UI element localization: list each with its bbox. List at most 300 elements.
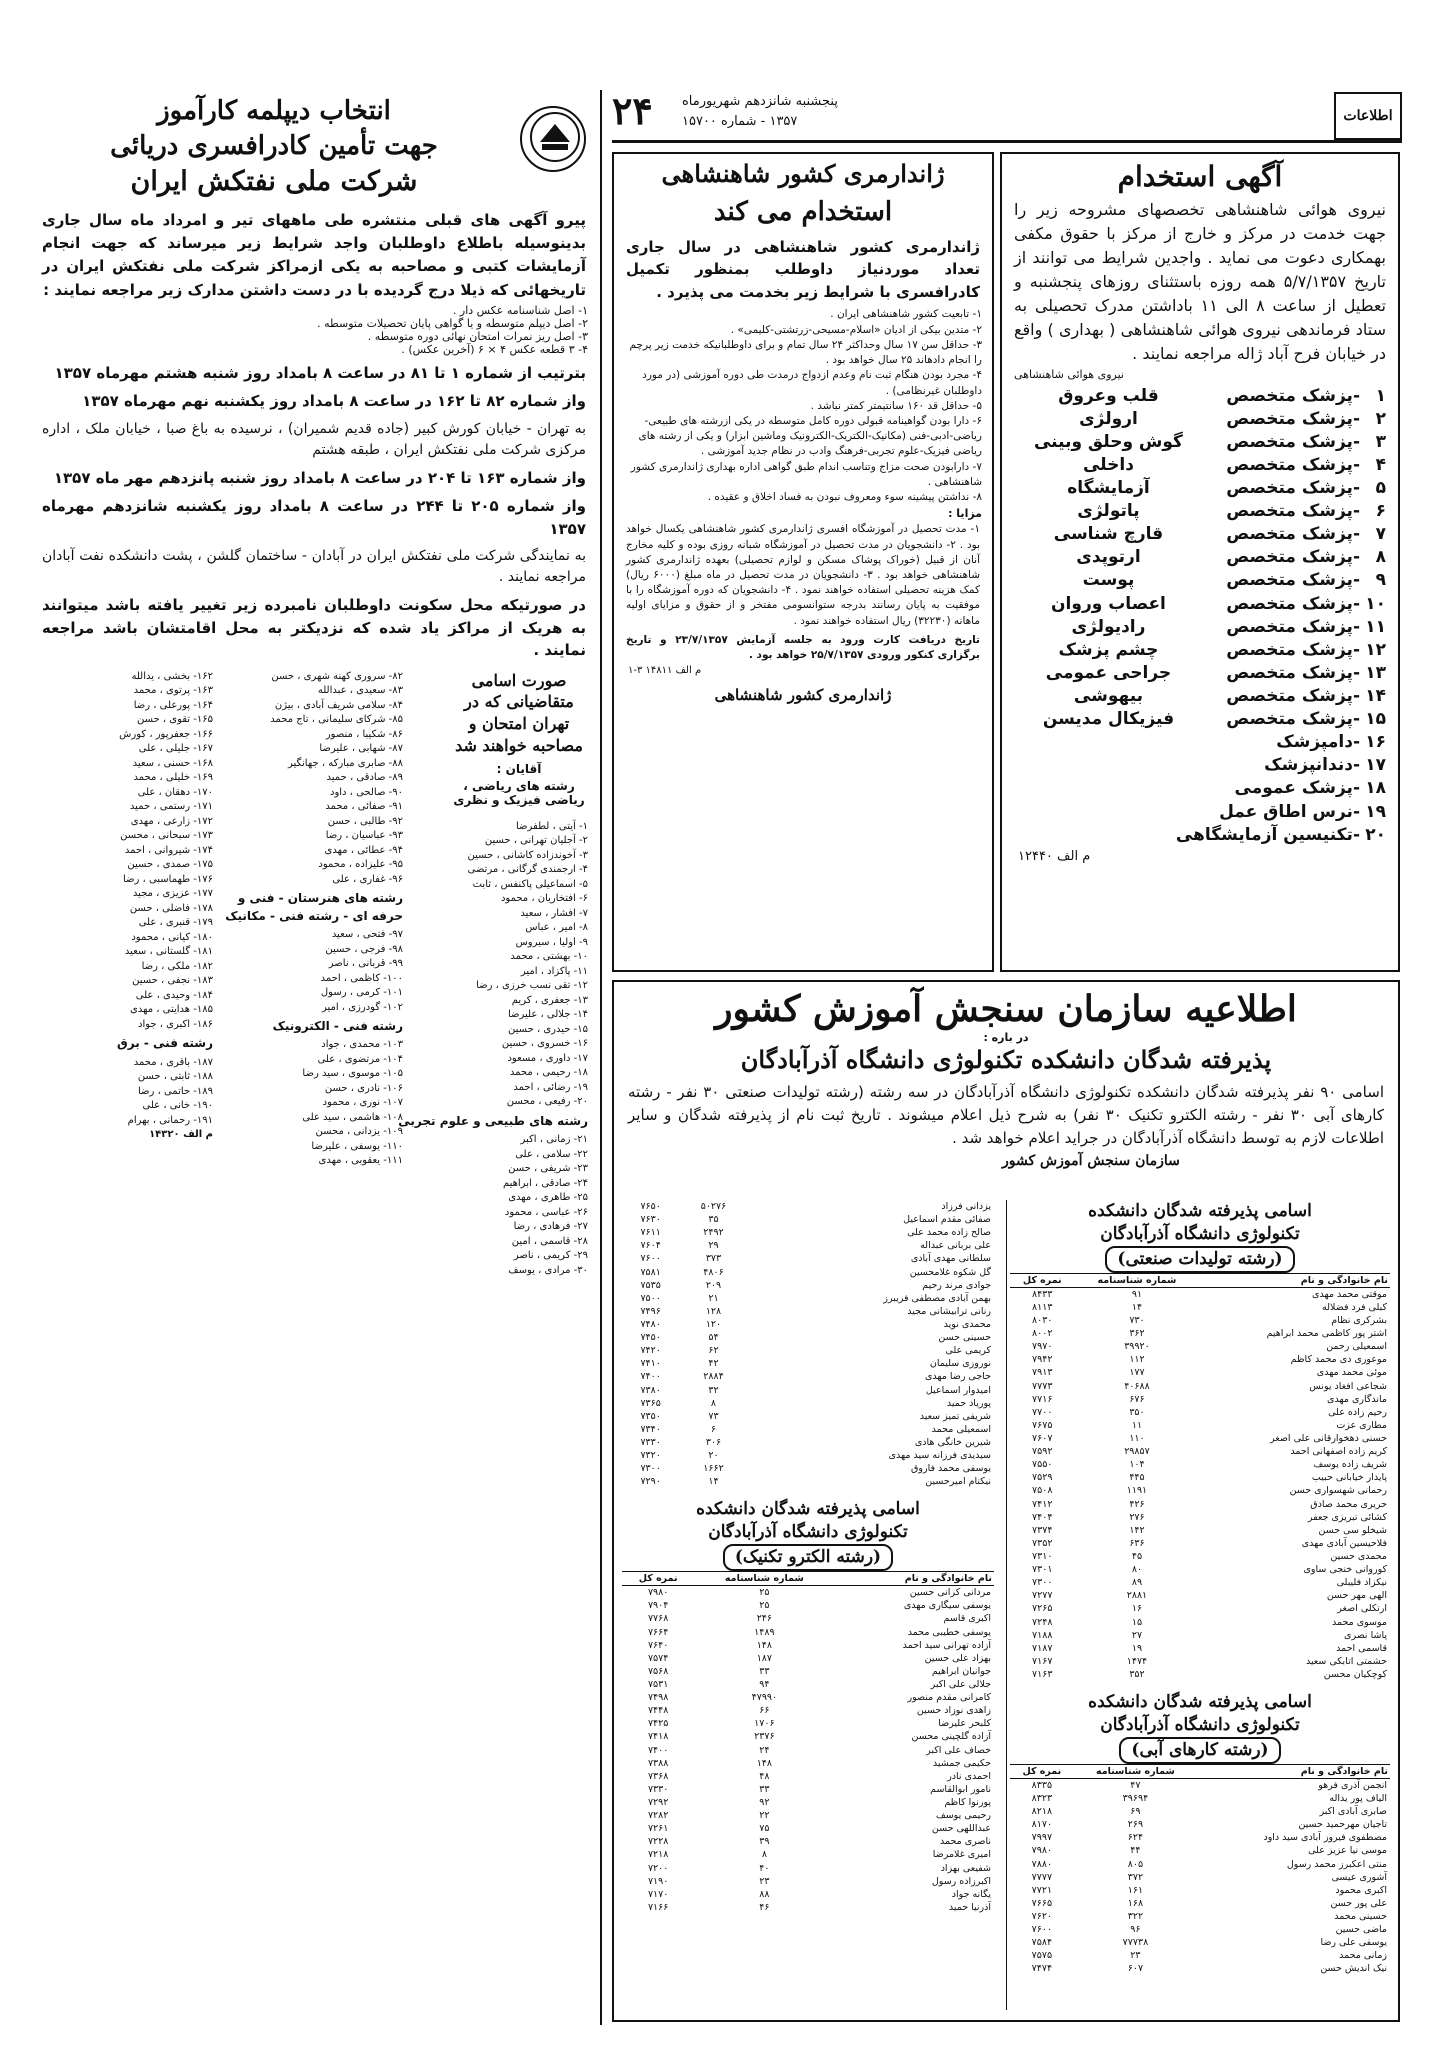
- cell-id: ۱۴۸۹: [754, 1626, 775, 1638]
- cell-name: یوسفی سیگاری مهدی: [903, 1600, 991, 1612]
- table-electro: [622, 1571, 994, 1914]
- table-row: [622, 1370, 994, 1383]
- cell-id: ۴۴: [1130, 1845, 1141, 1857]
- cell-id: ۱۰۴: [1129, 1459, 1145, 1471]
- table-row: [622, 1783, 994, 1796]
- list-item: ۱۲ - پزشک متخصص چشم پزشک: [1058, 639, 1386, 660]
- table-row: [1010, 1858, 1390, 1871]
- table-row: [622, 1423, 994, 1436]
- cell-name: امیری غلامرضا: [932, 1849, 991, 1861]
- cell-id: ۱۱: [1131, 1419, 1143, 1431]
- sanjesh-notice: [612, 980, 1400, 2022]
- cell-name: حسینی حسن: [938, 1332, 991, 1344]
- cell-id: ۶۹: [1130, 1806, 1141, 1818]
- table-row: [1010, 1301, 1390, 1314]
- list-item: ۵- اسماعیلی پاکنفس ، ثابت: [472, 878, 588, 890]
- list-item: ۱۷۳- سبحانی ، محسن: [120, 830, 213, 842]
- cell-name: حاجی رضا مهدی: [924, 1371, 991, 1383]
- cell-score: ۷۳۲۰: [640, 1450, 661, 1462]
- table-row: [1010, 1327, 1390, 1340]
- table-row: [1010, 1576, 1390, 1589]
- list-item: ۹۹- قربانی ، ناصر: [328, 958, 403, 970]
- table-row: [622, 1822, 994, 1835]
- table-row: [622, 1678, 994, 1691]
- nioc-names-list-b: [217, 670, 409, 1169]
- section-technical: رشته های هنرستان - فنی و حرفه ای - رشته فنی - مکانیک: [225, 891, 403, 923]
- cell-name: موعوری دی محمد کاظم: [1290, 1354, 1387, 1366]
- cell-name: کریمی علی: [945, 1345, 991, 1357]
- cell-score: ۷۷۷۷: [1031, 1871, 1053, 1883]
- cell-score: ۷۵۳۵: [640, 1279, 661, 1291]
- list-item: ۹۰- صالحی ، داود: [329, 786, 403, 798]
- air-force-title: آگهی استخدام: [1117, 160, 1283, 193]
- gendarmerie-benefits-title: مزایا :: [948, 507, 982, 521]
- cell-id: ۲۴: [759, 1744, 770, 1756]
- nioc-names-title: صورت اسامی متقاضیانی که در تهران امتحان و مصاحبه خواهند شد آقایان : رشته های ریاضی ، ریاضی فیزیک و نظری: [444, 670, 594, 810]
- list-item: ۱۶۹- خلیلی ، محمد: [133, 772, 213, 784]
- cell-score: ۷۵۷۵: [1031, 1950, 1053, 1962]
- table-row: [622, 1665, 994, 1678]
- cell-score: ۸۰۳۰: [1032, 1315, 1053, 1327]
- cell-id: ۲۰۹: [705, 1279, 722, 1291]
- cell-id: ۱۱۰: [1129, 1433, 1145, 1445]
- list-item: ۱۶ - دامپزشک: [1276, 732, 1386, 753]
- cell-id: ۱۷۰۶: [754, 1718, 775, 1730]
- list-item: ۸۳- سعیدی ، عبدالله: [317, 685, 403, 697]
- cell-name: ارتکلی اصغر: [1337, 1603, 1387, 1615]
- table-row: [622, 1888, 994, 1901]
- cell-id: ۶۶: [759, 1705, 770, 1717]
- cell-name: منتی اعکبرز محمد رسول: [1286, 1858, 1387, 1870]
- list-item: ۸۹- صادقی ، حمید: [326, 772, 403, 784]
- list-item: ۸ - پزشک متخصص ارتوپدی: [1076, 547, 1386, 568]
- list-item: ۹۷- فتحی ، سعید: [331, 929, 403, 941]
- cell-id: ۲۲: [759, 1810, 770, 1822]
- cell-score: ۸۳۲۳: [1031, 1793, 1053, 1805]
- cell-name: کریم زاده اصفهانی احمد: [1290, 1446, 1387, 1458]
- list-item: ۴- ارجمندی گرگانی ، مرتضی: [467, 864, 588, 876]
- cell-score: ۷۲۱۸: [647, 1849, 669, 1861]
- cell-name: نیکزاد فلیبلی: [1336, 1577, 1387, 1589]
- cell-score: ۸۲۱۸: [1031, 1806, 1053, 1818]
- cell-name: کبلی فرد فضلاله: [1322, 1301, 1387, 1313]
- cell-score: ۷۶۶۴: [647, 1626, 669, 1638]
- cell-score: ۷۴۵۰: [640, 1332, 661, 1344]
- cell-id: ۱۲۰: [705, 1318, 722, 1330]
- cell-name: مصطفوی فیروز آبادی سید داود: [1263, 1832, 1387, 1844]
- table-row: [622, 1626, 994, 1639]
- list-item: ۱۶۶- جعفرپور ، کورش: [119, 728, 213, 740]
- cell-id: ۲۹: [708, 1240, 719, 1252]
- list-item: ۱- اصل شناسنامه عکس دار .: [452, 303, 588, 317]
- cell-score: ۷۶۷۵: [1032, 1419, 1053, 1431]
- cell-name: کوچکیان محسن: [1323, 1668, 1387, 1680]
- list-item: ۹۳- عباسیان ، رضا: [325, 830, 403, 842]
- cell-id: ۴۴۵: [1129, 1472, 1145, 1484]
- cell-name: محمدی نوید: [943, 1318, 991, 1330]
- cell-name: بهمن آبادی مصطفی فریبرز: [883, 1292, 991, 1304]
- nioc-intro: پیرو آگهی های قبلی منتشره طی ماههای تیر و امرداد ماه سال جاری بدینوسیله باطلاع داوطلبان واجد شرایط زیر میرساند که جهت انجام آزمایشات کتبی و مصاحبه به یکی ازمراکز شرکت ملی نفتکش ایران در تاریخهائی که ذیلا درج گردیده با در دست داشتن مدارک زیر مراجعه نمایند :: [42, 210, 586, 299]
- cell-id: ۱۶: [1131, 1603, 1143, 1615]
- cell-score: ۷۲۷۷: [1032, 1590, 1053, 1602]
- list-item: ۷- دارابودن صحت مزاج وتناسب اندام طبق گواهی اداره بهداری ژاندارمری کشور شاهنشاهی .: [630, 460, 982, 488]
- cell-id: ۹۶: [1130, 1924, 1141, 1936]
- list-item: ۷- افشار ، سعید: [520, 907, 588, 919]
- cell-id: ۳۹: [759, 1836, 770, 1848]
- cell-name: الهی مهر حسن: [1326, 1590, 1387, 1602]
- cell-id: ۲۴۹۲: [703, 1227, 724, 1239]
- cell-score: ۷۲۰۰: [647, 1862, 669, 1874]
- nioc-ad: [34, 92, 594, 2022]
- sanjesh-title: اطلاعیه سازمان سنجش آموزش کشور: [715, 988, 1297, 1030]
- list-item: ۱۸۱- گلستانی ، سعید: [124, 946, 213, 958]
- table-continued: [622, 1200, 994, 1488]
- cell-id: ۷۳۰: [1129, 1315, 1145, 1327]
- list-item: ۱۰۷- نوری ، محمود: [322, 1097, 403, 1109]
- list-item: ۱۳- جعفری ، کریم: [511, 994, 588, 1006]
- cell-score: ۷۹۷۰: [1032, 1341, 1053, 1353]
- cell-score: ۷۳۳۰: [647, 1783, 669, 1795]
- cell-score: ۷۵۳۱: [647, 1678, 669, 1690]
- list-item: ۱۸۵- هدایتی ، مهدی: [130, 1004, 213, 1016]
- table-row: [622, 1862, 994, 1875]
- cell-id: ۸۹: [1131, 1577, 1143, 1589]
- cell-name: رحمانی شهسواری حسن: [1289, 1485, 1387, 1497]
- cell-score: ۷۱۸۷: [1032, 1642, 1053, 1654]
- nioc-title-3: شرکت ملی نفتکش ایران: [130, 166, 418, 198]
- cell-name: کوروانی خنجی ساوی: [1303, 1564, 1387, 1576]
- cell-score: ۷۴۰۴: [1032, 1511, 1053, 1523]
- cell-name: گل شکوه غلامحسین: [909, 1266, 991, 1278]
- cell-name: نامور ابوالقاسم: [930, 1783, 991, 1795]
- cell-score: ۷۹۰۴: [647, 1600, 669, 1612]
- cell-name: فلاحیسین آبادی مهدی: [1301, 1537, 1387, 1549]
- col-header-id: شماره شناسنامه: [1074, 1764, 1197, 1778]
- list-item: ۸۴- سلامی شریف آبادی ، بیژن: [274, 699, 403, 711]
- cell-name: سیدیدی فرزانه سید مهدی: [888, 1450, 991, 1462]
- list-item: ۸۷- شهابی ، علیرضا: [319, 743, 403, 755]
- gendarmerie-footer: تاریخ دریافت کارت ورود به جلسه آزمایش ۲۳/۷/۱۳۵۷ و تاریخ برگزاری کنکور ورودی ۲۵/۷/۱۳۵۷ خواهد بود .: [626, 633, 980, 662]
- nioc-names-list-a: [398, 820, 594, 1278]
- list-item: ۱۲- تقی نسب خرزی ، رضا: [476, 980, 588, 992]
- cell-name: قاسمی احمد: [1336, 1642, 1387, 1654]
- cell-name: آشوری عیسی: [1331, 1871, 1387, 1883]
- cell-name: حکیمی جمشید: [932, 1757, 991, 1769]
- cell-id: ۲۳: [759, 1875, 770, 1887]
- sanjesh-right-column: [1010, 1200, 1390, 1976]
- table-row: [622, 1691, 994, 1704]
- cell-name: جوادی مرند رحیم: [922, 1279, 991, 1291]
- cell-score: ۷۳۰۰: [640, 1463, 661, 1475]
- table-row: [1010, 1642, 1390, 1655]
- cell-id: ۹۱: [1131, 1288, 1143, 1300]
- cell-score: ۷۳۵۰: [640, 1410, 661, 1422]
- cell-id: ۳۶۲: [1129, 1328, 1145, 1340]
- list-item: ۱۳ - پزشک متخصص جراحی عمومی: [1045, 662, 1386, 683]
- sanjesh-divider: [1006, 1200, 1007, 2010]
- cell-id: ۲۷: [1131, 1629, 1143, 1641]
- cell-score: ۷۹۸۰: [647, 1587, 669, 1599]
- table-row: [1010, 1602, 1390, 1615]
- list-item: ۱۶۵- تقوی ، حسن: [136, 714, 213, 726]
- cell-score: ۷۴۰۰: [640, 1371, 661, 1383]
- cell-name: کلبحر علیرضا: [938, 1718, 991, 1730]
- table-row: [622, 1436, 994, 1449]
- list-item: ۱۷۲- زارعی ، مهدی: [130, 815, 213, 827]
- cell-name: رحیم زاده علی: [1328, 1406, 1387, 1418]
- cell-score: ۷۴۱۸: [647, 1731, 669, 1743]
- list-item: ۵- حداقل قد ۱۶۰ سانتیمتر کمتر نباشد .: [810, 399, 982, 412]
- cell-id: ۳۵۲: [1129, 1668, 1145, 1680]
- sanjesh-about: در باره :: [983, 1031, 1029, 1045]
- cell-score: ۷۵۸۱: [640, 1266, 661, 1278]
- cell-id: ۶: [710, 1423, 717, 1435]
- cell-name: احمدی نادر: [947, 1770, 991, 1782]
- cell-id: ۴۷۹۹۰: [751, 1692, 778, 1704]
- cell-id: ۵۴: [708, 1332, 719, 1344]
- cell-score: ۷۱۷۰: [647, 1888, 669, 1900]
- list-item: ۱۹ - نرس اطاق عمل: [1219, 801, 1386, 822]
- cell-score: ۷۲۶۱: [647, 1823, 669, 1835]
- list-item: ۱۸- رحیمی ، محمد: [509, 1067, 588, 1079]
- list-item: ۱۷۹- قنبری ، علی: [138, 917, 213, 929]
- cell-name: یوسفی علی رضا: [1320, 1937, 1387, 1949]
- cell-score: ۷۳۶۵: [640, 1397, 661, 1409]
- cell-name: آزاده تهرانی سید احمد: [902, 1639, 991, 1651]
- cell-id: ۸۰۵: [1127, 1858, 1144, 1870]
- cell-id: ۴۰: [759, 1862, 770, 1874]
- cell-id: ۱۴۲: [1129, 1524, 1145, 1536]
- list-item: ۱۶۳- پرتوی ، محمد: [133, 685, 213, 697]
- cell-score: ۷۳۵۲: [1032, 1537, 1053, 1549]
- cell-name: پاشا نصری: [1344, 1629, 1387, 1641]
- list-item: ۶- افتخاریان ، محمود: [500, 893, 588, 905]
- cell-score: ۷۱۹۰: [647, 1875, 669, 1887]
- air-force-signer: نیروی هوائی شاهنشاهی: [1014, 367, 1124, 381]
- cell-id: ۴۲۶: [1129, 1498, 1145, 1510]
- table-row: [1010, 1962, 1390, 1975]
- list-item: ۳۰- مرادی ، یوسف: [508, 1264, 588, 1276]
- cell-score: ۷۴۱۲: [1032, 1498, 1053, 1510]
- list-item: ۱۸۹- حاتمی ، رضا: [138, 1085, 213, 1097]
- cell-name: علی بربانی عبداله: [920, 1240, 991, 1252]
- cell-name: شیرین خانگی هادی: [914, 1436, 991, 1448]
- list-item: ۱۷۱- رستمی ، حمید: [129, 801, 213, 813]
- table-row: [1010, 1616, 1390, 1629]
- cell-id: ۱۶۱: [1127, 1884, 1144, 1896]
- table-row: [622, 1331, 994, 1344]
- list-item: ۷ - پزشک متخصص قارچ شناسی: [1053, 524, 1386, 545]
- table-row: [622, 1305, 994, 1318]
- nioc-names-list-c: [27, 670, 219, 1143]
- nioc-address-tehran: به تهران - خیابان کورش کبیر (جاده قدیم شمیران) ، نرسیده به باغ صبا ، خیابان ملک ، اداره مرکزی شرکت ملی نفتکش ایران ، طبقه هشتم: [42, 420, 586, 458]
- cell-id: ۲۹۸۵۷: [1124, 1446, 1150, 1458]
- list-item: ۴ - پزشک متخصص داخلی: [1082, 454, 1386, 475]
- cell-score: ۷۴۲۰: [640, 1345, 661, 1357]
- sanjesh-signer: سازمان سنجش آموزش کشور: [1002, 1152, 1180, 1169]
- table-row: [1010, 1897, 1390, 1910]
- list-item: ۱۱۰- یوسفی ، علیرضا: [311, 1140, 403, 1152]
- cell-name: نیکنام امیرحسین: [925, 1476, 991, 1488]
- list-item: ۹۶- غفاری ، علی: [332, 873, 403, 885]
- table-row: [1010, 1340, 1390, 1353]
- gentlemen-label: آقایان :: [496, 762, 542, 777]
- list-item: ۱۷۰- دهقان ، علی: [137, 786, 213, 798]
- col-header-score: نمره کل: [1010, 1273, 1074, 1287]
- cell-score: ۷۵۷۴: [647, 1652, 669, 1664]
- list-item: ۹۸- فرجی ، حسین: [325, 943, 403, 955]
- column-divider: [600, 90, 602, 2025]
- table-row: [1010, 1484, 1390, 1497]
- cell-id: ۶۷۶: [1129, 1393, 1145, 1405]
- table-row: [1010, 1432, 1390, 1445]
- section-electronics: رشته فنی - الکترونیک: [272, 1019, 403, 1034]
- cell-name: تاجیان مهرحمید حسین: [1298, 1819, 1387, 1831]
- list-item: ۸۶- شکیبا ، منصور: [325, 728, 403, 740]
- table-row: [622, 1796, 994, 1809]
- list-item: ۲۶- عباسی ، محمود: [504, 1206, 588, 1218]
- cell-score: ۷۵۵۰: [1032, 1459, 1053, 1471]
- cell-id: ۶۲: [708, 1345, 719, 1357]
- table-row: [622, 1730, 994, 1743]
- table-row: [1010, 1831, 1390, 1844]
- cell-name: مطاری عزت: [1336, 1419, 1387, 1431]
- table-row: [1010, 1537, 1390, 1550]
- list-item: ۱۷ - دندانپزشک: [1264, 755, 1386, 776]
- table-row: [1010, 1419, 1390, 1432]
- cell-score: ۷۳۰۰: [1032, 1577, 1053, 1589]
- cell-name: آزاده گلچینی محسن: [911, 1731, 991, 1743]
- cell-score: ۷۶۶۵: [1031, 1897, 1053, 1909]
- table-row: [622, 1475, 994, 1488]
- cell-name: شریفی تمیز سعید: [919, 1410, 991, 1422]
- table-row: [1010, 1589, 1390, 1602]
- list-item: ۱۰- بهشتی ، محمد: [510, 951, 588, 963]
- list-item: ۱۷۸- فاضلی ، حسن: [129, 902, 213, 914]
- table-row: [622, 1586, 994, 1600]
- cell-score: ۷۸۸۰: [1031, 1858, 1053, 1870]
- cell-id: ۳۲: [708, 1384, 719, 1396]
- cell-name: کامرانی مقدم منصور: [907, 1692, 991, 1704]
- cell-score: ۷۹۸۰: [1031, 1845, 1053, 1857]
- list-item: ۱۹۱- رحمانی ، بهرام: [127, 1114, 213, 1126]
- list-item: ۲ - پزشک متخصص ارولژی: [1079, 408, 1386, 429]
- list-item: ۱۸۴- وحیدی ، علی: [135, 989, 213, 1001]
- table-row: [1010, 1550, 1390, 1563]
- table-row: [1010, 1524, 1390, 1537]
- cell-id: ۲۴۶: [756, 1613, 773, 1625]
- nioc-code: م الف ۱۴۳۲۰: [149, 1129, 213, 1141]
- list-item: ۱۹۰- خانی ، علی: [142, 1100, 213, 1112]
- cell-name: علی پور حسن: [1330, 1897, 1387, 1909]
- list-item: ۱۰۹- یزدانی ، محسن: [315, 1126, 403, 1138]
- table-row: [1010, 1563, 1390, 1576]
- list-item: ۲۷- فرهادی ، رضا: [513, 1221, 588, 1233]
- list-item: ۱۸ - پزشک عمومی: [1234, 778, 1386, 799]
- table-industrial: [1010, 1273, 1390, 1681]
- cell-name: پورنوا کاظم: [944, 1796, 991, 1808]
- cell-name: ماضی حسین: [1335, 1924, 1387, 1936]
- cell-id: ۱۷۷: [1129, 1367, 1145, 1379]
- cell-name: خصاف علی اکبر: [926, 1744, 991, 1756]
- cell-id: ۳۵۰: [1129, 1406, 1145, 1418]
- table-row: [1010, 1471, 1390, 1484]
- cell-score: ۷۳۰۱: [1032, 1564, 1053, 1576]
- gendarmerie-benefits: ۱- مدت تحصیل در آموزشگاه افسری ژاندارمری کشور شاهنشاهی یکسال خواهد بود . ۲- دانشجویان در مدت تحصیل در آموزشگاه شبانه روزی بوده و کلیه مخارج آنان از قبیل (خوراک پوشاک مسکن و لوازم تحصیلی) بعهده ژاندارمری کشور شاهنشاهی خواهد بود . ۳- دانشجویان در مدت تحصیل در ماه مبلغ (۶۰۰۰ ریال) کمک هزینه تحصیلی استفاده خواهند نمود . ۴- دانشجویان که دوره آموزشگاه را با موفقیت به پایان رسانند بدرجه ستوانسومی مفتخر و از حقوق و مزایای اولیه ماهانه (۳۲۲۳۰) ریال استفاده خواهند نمود .: [626, 523, 981, 627]
- list-item: ۹۴- عطائی ، مهدی: [324, 844, 403, 856]
- table-row: [622, 1848, 994, 1861]
- cell-id: ۶۳۶: [1129, 1537, 1145, 1549]
- cell-name: حشمتی اتابکی سعید: [1305, 1655, 1387, 1667]
- nioc-emblem-icon: [520, 106, 586, 172]
- cell-score: ۷۷۶۸: [647, 1613, 669, 1625]
- table-row: [1010, 1458, 1390, 1471]
- cell-id: ۶۰۷: [1127, 1963, 1144, 1975]
- list-item: ۶ - پزشک متخصص پاتولژی: [1077, 501, 1386, 522]
- list-item: ۲۱- زمانی ، اکبر: [520, 1134, 588, 1146]
- section-natural: رشته های طبیعی و علوم تجربی: [398, 1113, 588, 1128]
- table-row: [622, 1809, 994, 1822]
- table-row: [622, 1344, 994, 1357]
- table-row: [1010, 1445, 1390, 1458]
- table-row: [622, 1744, 994, 1757]
- list-item: ۱۴ - پزشک متخصص بیهوشی: [1073, 686, 1386, 707]
- table-row: [1010, 1949, 1390, 1962]
- cell-name: شجاعی افغاد یونس: [1309, 1380, 1387, 1392]
- list-item: ۱۰۸- هاشمی ، سید علی: [302, 1111, 403, 1123]
- table-row: [622, 1357, 994, 1370]
- cell-score: ۷۵۲۹: [1032, 1472, 1053, 1484]
- sanjesh-subtitle: پذیرفته شدگان دانشکده تکنولوژی دانشگاه آذرآبادگان: [740, 1045, 1272, 1075]
- cell-id: ۸: [710, 1397, 717, 1409]
- col-header-name: نام خانوادگی و نام: [1197, 1764, 1390, 1778]
- cell-name: ناصری محمد: [939, 1836, 991, 1848]
- list-item: ۸۸- صابری مبارکه ، جهانگیر: [287, 757, 403, 769]
- table-row: [622, 1384, 994, 1397]
- cell-name: حسنی دهخوارقانی علی اصغر: [1270, 1433, 1387, 1445]
- cell-id: ۳۹۹۲۰: [1124, 1341, 1150, 1353]
- page-number: ۲۴: [612, 88, 653, 133]
- list-item: ۶- دارا بودن گواهینامه قبولی دوره کامل متوسطه در یکی ازرشته های طبیعی-ریاضی-ادبی-فنی (مکانیک-الکتریک-الکترونیک وماشین ابزار) و یکی از رشته های ریاضی فیزیک-علوم تجربی-فرهنگ وادب در نظام جدید آموزشی .: [638, 415, 982, 458]
- cell-id: ۳۹۶۹۴: [1122, 1793, 1149, 1805]
- cell-id: ۷۳: [708, 1410, 719, 1422]
- cell-score: ۷۶۲۰: [1031, 1911, 1053, 1922]
- table-industrial-title: اسامی پذیرفته شدگان دانشکده تکنولوژی دانشگاه آذرآبادگان (رشته تولیدات صنعتی): [1010, 1200, 1390, 1273]
- sanjesh-left-column: [622, 1200, 994, 1914]
- cell-score: ۷۷۱۶: [1032, 1393, 1053, 1405]
- cell-score: ۷۲۴۸: [1032, 1616, 1053, 1628]
- cell-id: ۱۶۶۲: [703, 1463, 724, 1475]
- cell-id: ۲۸۸۱: [1126, 1590, 1148, 1602]
- list-item: ۱۷۵- صمدی ، حسین: [127, 859, 213, 871]
- list-item: ۱۶۷- جلیلی ، علی: [138, 743, 213, 755]
- cell-id: ۲۷۶: [1129, 1511, 1145, 1523]
- cell-id: ۲۳۷۶: [754, 1731, 775, 1743]
- table-row: [622, 1612, 994, 1625]
- list-item: ۱۰۴- مرتضوی ، علی: [317, 1053, 403, 1065]
- table-row: [1010, 1353, 1390, 1366]
- cell-id: ۵۰۲۷۶: [700, 1201, 727, 1212]
- cell-name: موسی نیا عزیز علی: [1308, 1845, 1387, 1857]
- cell-name: اکبرزاده رسول: [931, 1875, 991, 1887]
- cell-name: رنانی ترابیشانی مجید: [907, 1305, 991, 1317]
- nioc-title-2: جهت تأمین کادرافسری دریائی: [110, 131, 438, 162]
- table-row: [1010, 1498, 1390, 1511]
- cell-score: ۷۵۶۸: [647, 1665, 669, 1677]
- cell-name: بشرکری نظام: [1331, 1315, 1387, 1327]
- cell-name: اسمعیلی محمد: [931, 1423, 991, 1435]
- gendarmerie-ad: [612, 152, 994, 972]
